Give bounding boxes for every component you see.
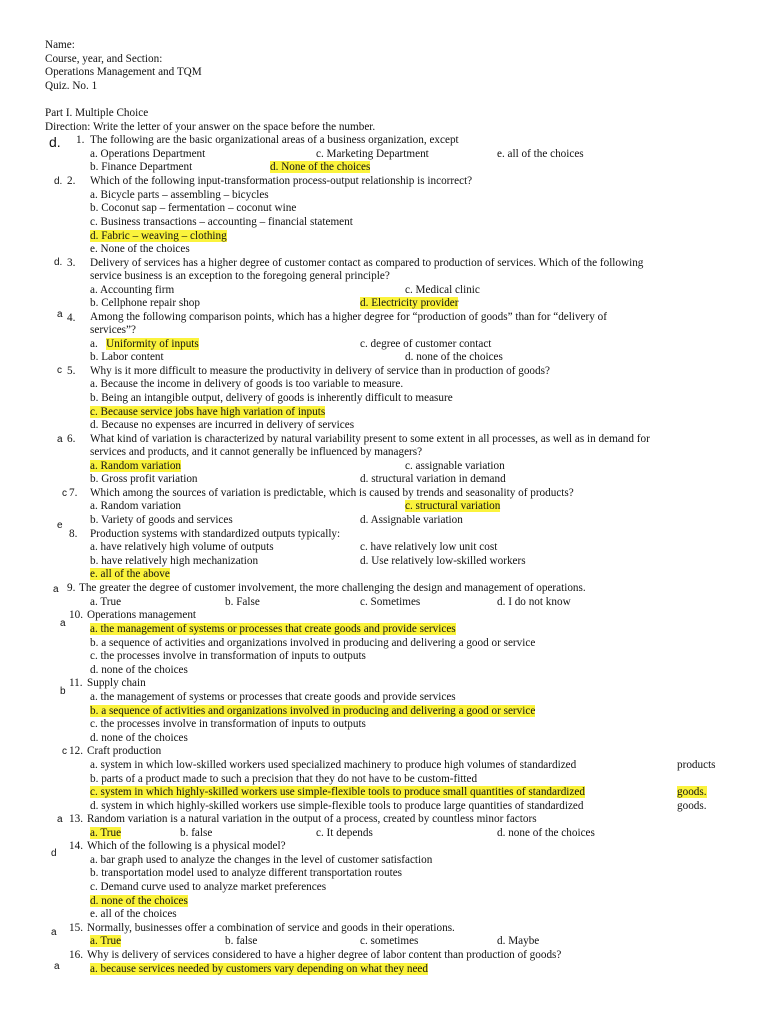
choice-c: c. the processes involve in transformation of inputs to outputs bbox=[90, 650, 366, 662]
question-number: 13. bbox=[69, 813, 83, 825]
question-number: 7. bbox=[69, 487, 78, 499]
choice-b: b. Finance Department bbox=[90, 161, 193, 173]
question-text: Which of the following input-transformation process-output relationship is incorrect? bbox=[90, 175, 473, 187]
choice-e: e. all of the choices bbox=[497, 148, 584, 160]
choice-d: d. Maybe bbox=[497, 935, 540, 947]
answer-q11: b bbox=[60, 686, 66, 697]
course-label: Course, year, and Section: bbox=[45, 53, 163, 65]
question-number: 11. bbox=[69, 677, 83, 689]
choice-c: c. It depends bbox=[316, 827, 373, 839]
question-number: 14. bbox=[69, 840, 83, 852]
choice-c-highlighted: c. system in which highly-skilled workers use simple-flexible tools to produce small quantities of standardized bbox=[90, 786, 585, 798]
choice-a-highlighted: a. Random variation bbox=[90, 460, 182, 472]
choice-a: a. True bbox=[90, 596, 122, 608]
part-title: Part I. Multiple Choice bbox=[45, 107, 149, 119]
choice-d: d. system in which highly-skilled workers use simple-flexible tools to produce large quantities of standardized bbox=[90, 800, 584, 812]
choice-b: b. Cellphone repair shop bbox=[90, 297, 200, 309]
question-number: 12. bbox=[69, 745, 83, 757]
choice-a-prefix: a. bbox=[90, 338, 107, 350]
subject-title: Operations Management and TQM bbox=[45, 66, 202, 78]
answer-q8: e bbox=[57, 520, 63, 531]
direction-text: Direction: Write the letter of your answer on the space before the number. bbox=[45, 121, 376, 133]
question-text: Craft production bbox=[87, 745, 162, 757]
question-text: Why is delivery of services considered to have a higher degree of labor content than production of goods? bbox=[87, 949, 562, 961]
question-number: 9. bbox=[67, 582, 76, 594]
answer-q12: c bbox=[62, 746, 67, 757]
question-text: Which of the following is a physical model? bbox=[87, 840, 286, 852]
answer-q9: a bbox=[53, 584, 59, 595]
question-text: What kind of variation is characterized by natural variability present to some extent in all processes, as well as in demand for bbox=[90, 433, 650, 445]
choice-c: c. have relatively low unit cost bbox=[360, 541, 498, 553]
choice-a-highlighted: a. because services needed by customers vary depending on what they need bbox=[90, 963, 428, 975]
choice-a: a. have relatively high volume of outputs bbox=[90, 541, 274, 553]
question-text: services”? bbox=[90, 324, 136, 336]
question-text: Supply chain bbox=[87, 677, 146, 689]
question-text: Which among the sources of variation is predictable, which is caused by trends and seasonality of products? bbox=[90, 487, 574, 499]
choice-a: a. bar graph used to analyze the changes in the level of customer satisfaction bbox=[90, 854, 433, 866]
choice-b: b. transportation model used to analyze different transportation routes bbox=[90, 867, 403, 879]
answer-q6: a bbox=[57, 434, 63, 445]
question-number: 5. bbox=[67, 365, 76, 377]
choice-d-highlighted: d. Electricity provider bbox=[360, 297, 459, 309]
question-text: Why is it more difficult to measure the productivity in delivery of service than in production of goods? bbox=[90, 365, 550, 377]
choice-a: a. Accounting firm bbox=[90, 284, 175, 296]
question-number: 16. bbox=[69, 949, 83, 961]
question-text: Among the following comparison points, which has a higher degree for “production of goods” than for “delivery of bbox=[90, 311, 607, 323]
name-label: Name: bbox=[45, 39, 75, 51]
choice-b: b. Coconut sap – fermentation – coconut wine bbox=[90, 202, 297, 214]
answer-q1: d. bbox=[49, 134, 61, 150]
question-text: Normally, businesses offer a combination of service and goods in their operations. bbox=[87, 922, 455, 934]
answer-q5: c bbox=[57, 365, 62, 376]
question-text: The greater the degree of customer involvement, the more challenging the design and management of operations. bbox=[79, 582, 586, 594]
choice-a-highlighted: Uniformity of inputs bbox=[106, 338, 199, 350]
answer-q14: d bbox=[51, 848, 57, 859]
choice-b: b. Variety of goods and services bbox=[90, 514, 233, 526]
choice-c: c. Business transactions – accounting – financial statement bbox=[90, 216, 353, 228]
choice-b: b. Labor content bbox=[90, 351, 164, 363]
answer-q2: d. bbox=[54, 176, 63, 187]
choice-c: c. sometimes bbox=[360, 935, 419, 947]
choice-c-end-highlighted: goods. bbox=[677, 786, 707, 798]
question-text: Production systems with standardized outputs typically: bbox=[90, 528, 341, 540]
choice-d-end: goods. bbox=[677, 800, 707, 812]
choice-b: b. parts of a product made to such a precision that they do not have to be custom-fitted bbox=[90, 773, 478, 785]
answer-q3: d. bbox=[54, 257, 63, 268]
choice-a: a. Bicycle parts – assembling – bicycles bbox=[90, 189, 269, 201]
question-number: 3. bbox=[67, 257, 76, 269]
choice-c: c. Demand curve used to analyze market preferences bbox=[90, 881, 327, 893]
choice-d: d. none of the choices bbox=[90, 732, 188, 744]
question-text: Operations management bbox=[87, 609, 197, 621]
choice-d: d. I do not know bbox=[497, 596, 571, 608]
choice-b: b. a sequence of activities and organizations involved in producing and delivering a good or service bbox=[90, 637, 536, 649]
choice-d: d. Assignable variation bbox=[360, 514, 463, 526]
choice-c: c. degree of customer contact bbox=[360, 338, 492, 350]
choice-b: b. false bbox=[180, 827, 213, 839]
choice-e: e. all of the choices bbox=[90, 908, 177, 920]
question-text: The following are the basic organizational areas of a business organization, except bbox=[90, 134, 459, 146]
question-number: 8. bbox=[69, 528, 78, 540]
choice-c-highlighted: c. structural variation bbox=[405, 500, 501, 512]
choice-b: b. Being an intangible output, delivery of goods is inherently difficult to measure bbox=[90, 392, 453, 404]
answer-q10: a bbox=[60, 618, 66, 629]
choice-b-highlighted: b. a sequence of activities and organizations involved in producing and delivering a good or service bbox=[90, 705, 536, 717]
question-number: 15. bbox=[69, 922, 83, 934]
choice-a-highlighted: a. True bbox=[90, 827, 122, 839]
choice-c: c. assignable variation bbox=[405, 460, 505, 472]
answer-q7: c bbox=[62, 488, 67, 499]
choice-d-highlighted: d. none of the choices bbox=[90, 895, 188, 907]
choice-b: b. False bbox=[225, 596, 260, 608]
question-number: 6. bbox=[67, 433, 76, 445]
question-number: 2. bbox=[67, 175, 76, 187]
choice-e: e. None of the choices bbox=[90, 243, 190, 255]
answer-q13: a bbox=[57, 814, 63, 825]
choice-d: d. none of the choices bbox=[497, 827, 595, 839]
choice-a-end: products bbox=[677, 759, 716, 771]
choice-b: b. have relatively high mechanization bbox=[90, 555, 259, 567]
choice-a-highlighted: a. the management of systems or processes that create goods and provide services bbox=[90, 623, 456, 635]
question-number: 1. bbox=[76, 134, 85, 146]
choice-a: a. Because the income in delivery of goods is too variable to measure. bbox=[90, 378, 404, 390]
choice-d: d. none of the choices bbox=[90, 664, 188, 676]
choice-e-highlighted: e. all of the above bbox=[90, 568, 170, 580]
choice-c: c. Sometimes bbox=[360, 596, 421, 608]
quiz-number: Quiz. No. 1 bbox=[45, 80, 98, 92]
choice-d-highlighted: d. None of the choices bbox=[270, 161, 371, 173]
question-number: 4. bbox=[67, 312, 76, 324]
choice-a-highlighted: a. True bbox=[90, 935, 122, 947]
answer-q15: a bbox=[51, 927, 57, 938]
choice-c: c. Marketing Department bbox=[316, 148, 429, 160]
choice-c-highlighted: c. Because service jobs have high variation of inputs bbox=[90, 406, 326, 418]
choice-c: c. Medical clinic bbox=[405, 284, 480, 296]
choice-d: d. Because no expenses are incurred in delivery of services bbox=[90, 419, 355, 431]
choice-a: a. Operations Department bbox=[90, 148, 206, 160]
answer-q4: a bbox=[57, 309, 63, 320]
question-text: Random variation is a natural variation in the output of a process, created by countless minor factors bbox=[87, 813, 537, 825]
choice-c: c. the processes involve in transformation of inputs to outputs bbox=[90, 718, 366, 730]
question-text: services and products, and it cannot generally be influenced by managers? bbox=[90, 446, 423, 458]
choice-b: b. false bbox=[225, 935, 258, 947]
choice-d: d. structural variation in demand bbox=[360, 473, 506, 485]
choice-d-highlighted: d. Fabric – weaving – clothing bbox=[90, 230, 227, 242]
choice-a: a. system in which low-skilled workers used specialized machinery to produce high volumes of standardized bbox=[90, 759, 577, 771]
question-text: service business is an exception to the foregoing general principle? bbox=[90, 270, 390, 282]
answer-q16: a bbox=[54, 961, 60, 972]
choice-d: d. Use relatively low-skilled workers bbox=[360, 555, 526, 567]
choice-b: b. Gross profit variation bbox=[90, 473, 198, 485]
choice-a: a. the management of systems or processes that create goods and provide services bbox=[90, 691, 456, 703]
question-number: 10. bbox=[69, 609, 83, 621]
question-text: Delivery of services has a higher degree of customer contact as compared to production of services. Which of the following bbox=[90, 257, 644, 269]
choice-a: a. Random variation bbox=[90, 500, 182, 512]
choice-d: d. none of the choices bbox=[405, 351, 503, 363]
